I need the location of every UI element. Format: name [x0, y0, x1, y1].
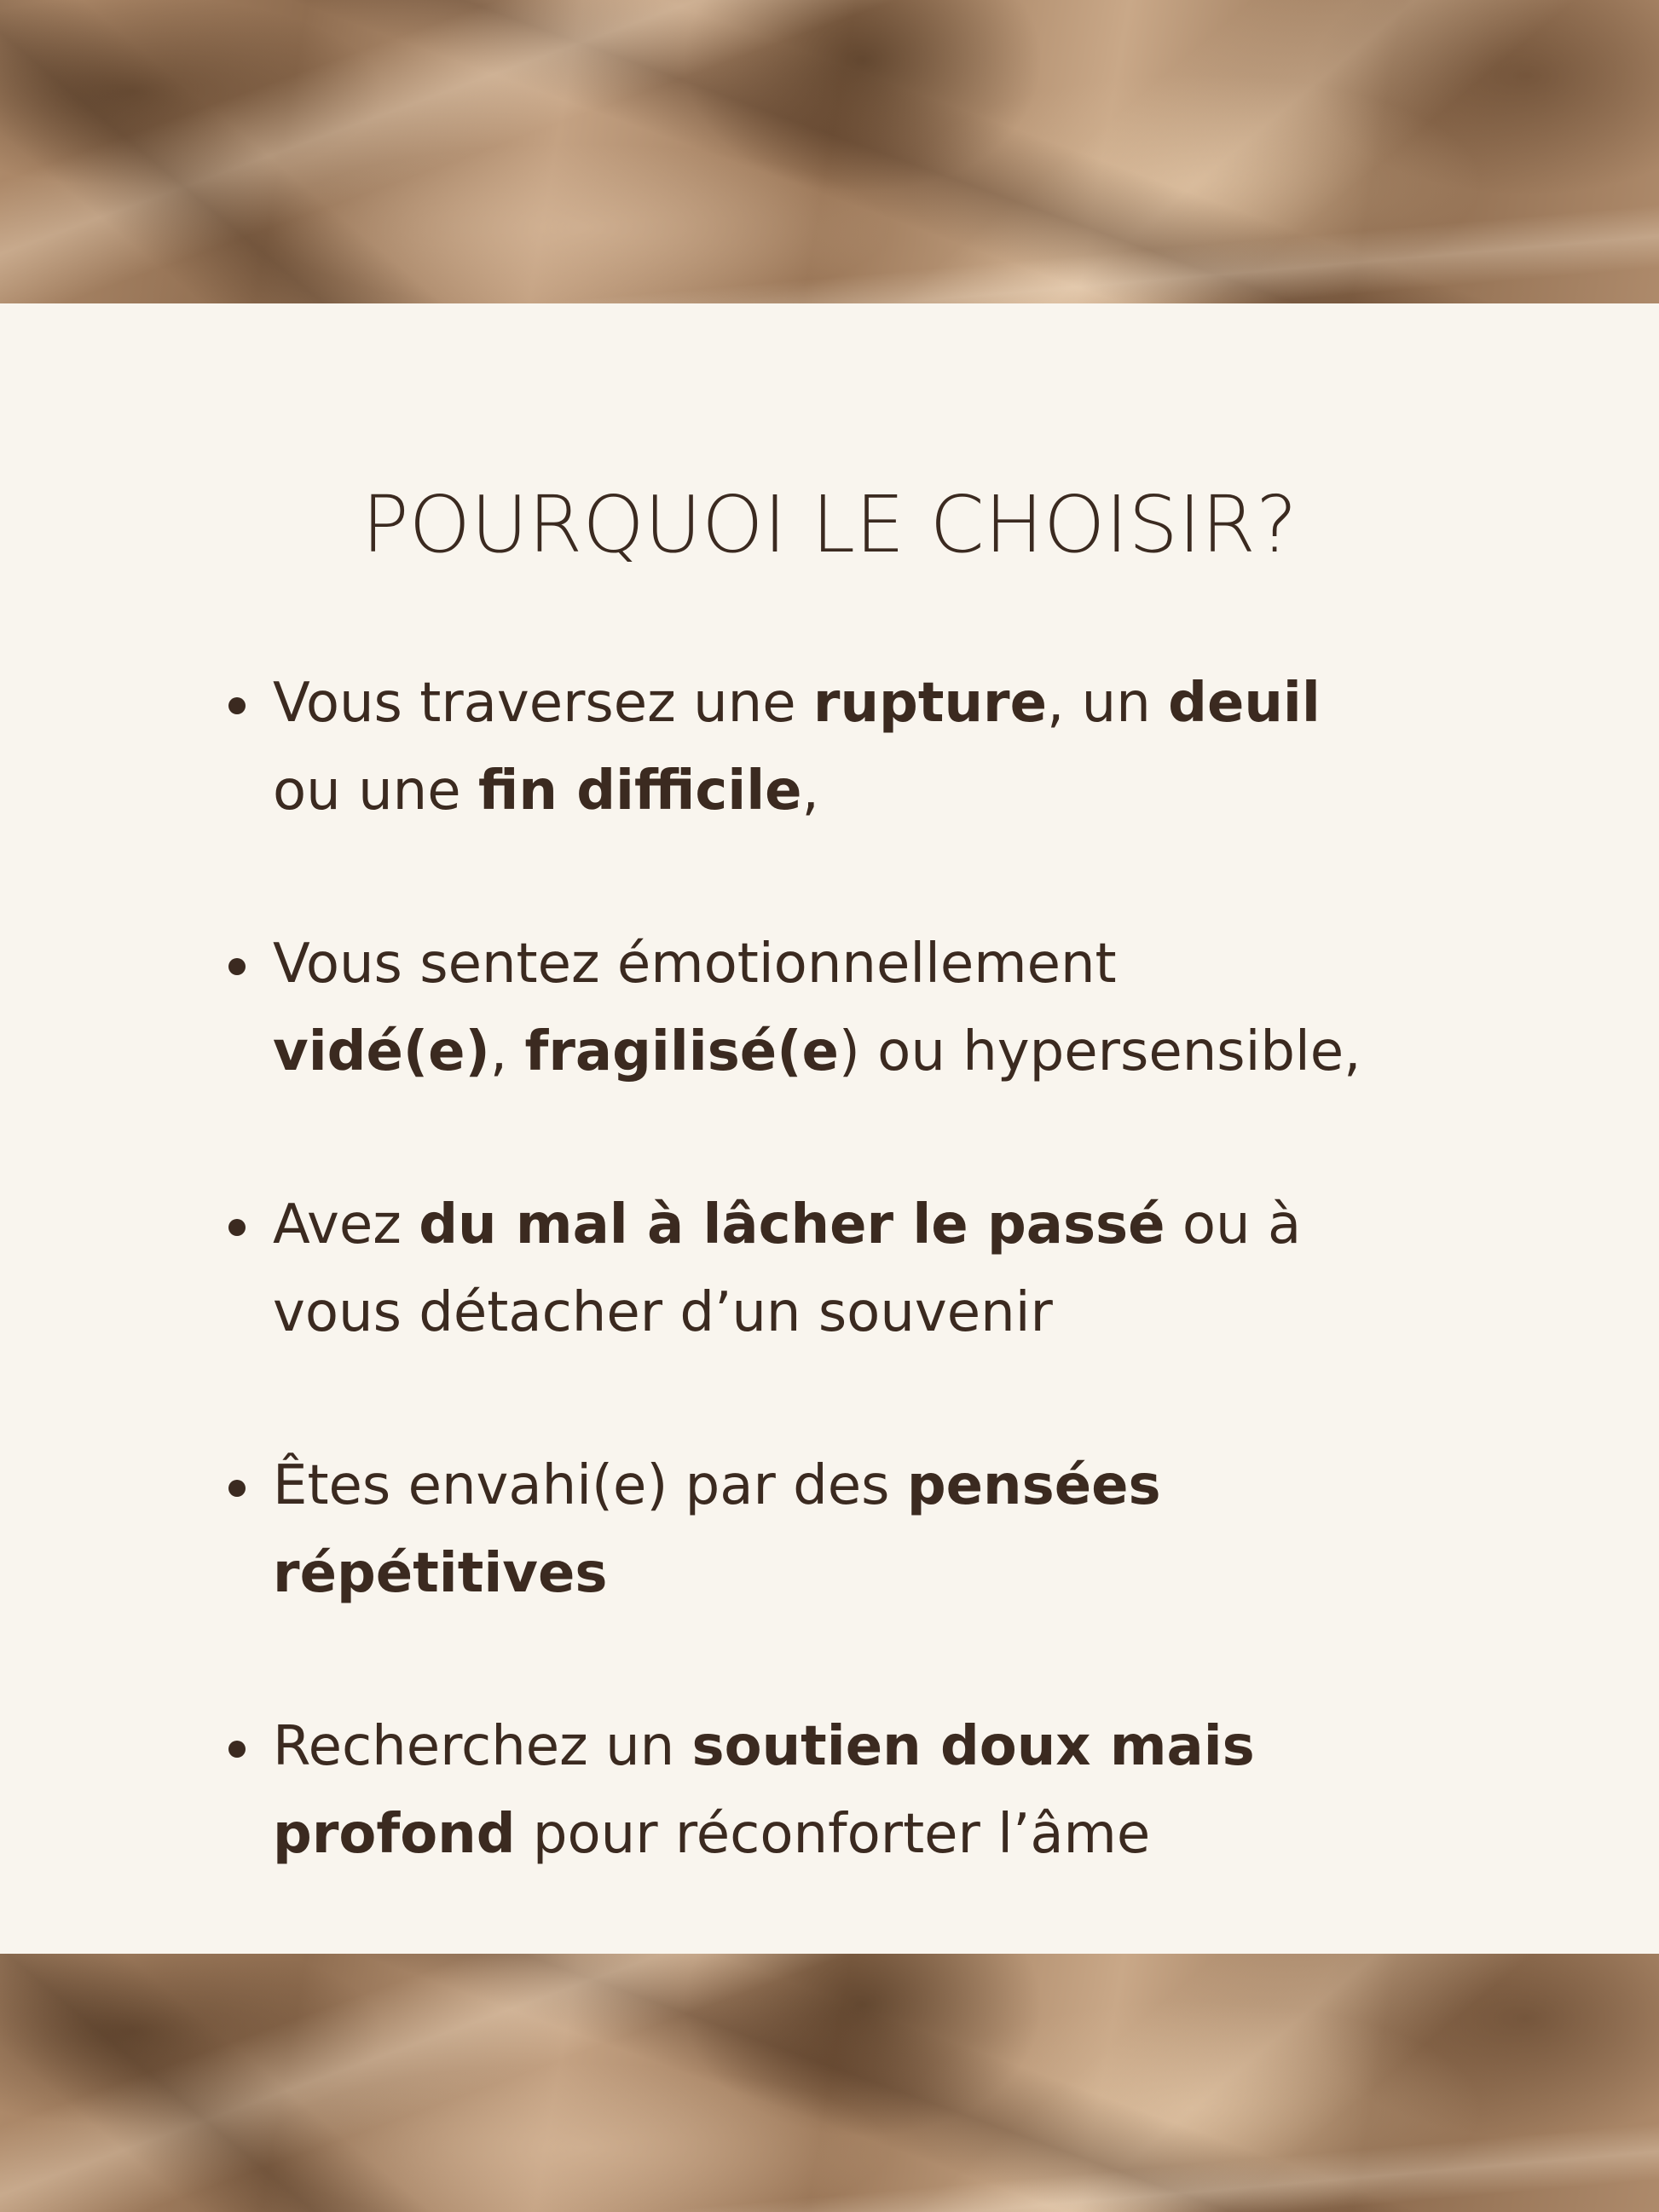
text-run: ou à [1165, 1193, 1302, 1256]
fabric-background-top [0, 0, 1659, 303]
bold-text: répétitives [273, 1542, 608, 1605]
text-run: Êtes envahi(e) par des [273, 1454, 907, 1517]
bold-text: fragilisé(e [524, 1020, 839, 1083]
list-item [220, 660, 1413, 835]
bullet-dot-icon [228, 1480, 246, 1497]
text-run: vous détacher d’un souvenir [273, 1281, 1053, 1344]
list-item-line [273, 1442, 1413, 1530]
text-run: Recherchez un [273, 1715, 692, 1778]
text-run: Vous traversez une [273, 672, 813, 735]
bold-text: rupture [812, 672, 1047, 735]
list-item-line [273, 1181, 1413, 1269]
list-item-line [273, 1008, 1413, 1096]
list-item [220, 1181, 1413, 1357]
text-run: , [489, 1020, 525, 1083]
list-item-line [273, 748, 1413, 835]
fabric-background-bottom [0, 1954, 1659, 2212]
bold-text: deuil [1168, 672, 1321, 735]
list-item-line [273, 1791, 1413, 1879]
reasons-list [220, 660, 1413, 1879]
bullet-dot-icon [228, 697, 246, 714]
bold-text: profond [273, 1803, 516, 1866]
bold-text: du mal à lâcher le passé [419, 1193, 1165, 1256]
text-run: pour réconforter l’âme [515, 1803, 1151, 1866]
list-item-line [273, 1530, 1413, 1618]
list-item-line [273, 1269, 1413, 1357]
page-title: POURQUOI LE CHOISIR? [361, 479, 1298, 570]
text-run: Avez [273, 1193, 419, 1256]
bold-text: soutien doux mais [691, 1715, 1255, 1778]
list-item [220, 1442, 1413, 1618]
text-run: , un [1046, 672, 1169, 735]
text-run: , [801, 759, 819, 823]
content-panel [0, 303, 1659, 1954]
bullet-dot-icon [228, 1219, 246, 1236]
list-item [220, 921, 1413, 1096]
list-item [220, 1703, 1413, 1879]
text-run: ou une [273, 759, 478, 823]
bullet-dot-icon [228, 1741, 246, 1758]
list-item-line [273, 660, 1413, 748]
bold-text: pensées [906, 1454, 1161, 1517]
bold-text: fin difficile [477, 759, 802, 823]
bold-text: vidé(e) [273, 1020, 490, 1083]
list-item-line [273, 1703, 1413, 1791]
text-run: ) ou hypersensible, [838, 1020, 1361, 1083]
bullet-dot-icon [228, 958, 246, 975]
list-item-line [273, 921, 1413, 1008]
text-run: Vous sentez émotionnellement [273, 933, 1117, 996]
